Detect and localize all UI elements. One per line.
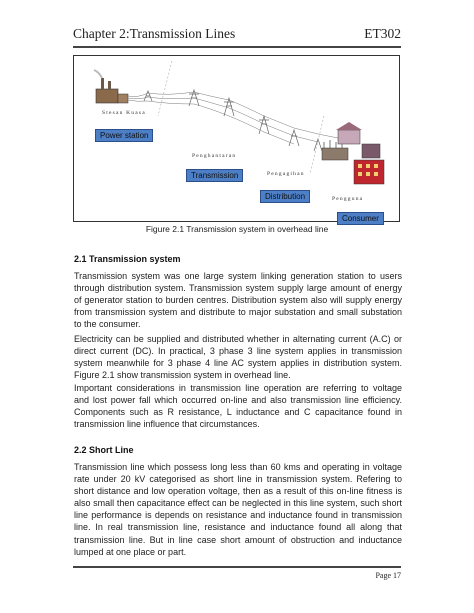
header-rule: [73, 46, 401, 48]
label-pengguna: Pengguna: [332, 196, 364, 202]
label-consumer: Consumer: [337, 212, 384, 225]
pylons: [144, 90, 322, 151]
label-stesan-kuasa: Stesan Kuasa: [102, 110, 146, 116]
section-2-2-heading: 2.2 Short Line: [74, 445, 134, 455]
label-penghantaran: Penghantaran: [192, 153, 237, 159]
label-transmission: Transmission: [186, 169, 243, 182]
course-code: ET302: [364, 26, 401, 41]
label-distribution: Distribution: [260, 190, 310, 203]
section-2-1-paragraph-1: Transmission system was one large system linking generation station to users through distribution system. Transmission system supply large amount of energy of generator station to burden centres. Distribution system also will supply energy from transmission system and distribute to major substation and small substation to the consumer.: [74, 271, 402, 330]
chapter-title: Chapter 2:Transmission Lines: [73, 26, 236, 41]
figure-transmission-system: [73, 55, 400, 222]
region-dividers: [158, 61, 324, 174]
section-2-1-paragraph-2: Electricity can be supplied and distributed whether in alternating current (A.C) or direct current (DC). In practical, 3 phase 3 line system applies in transmission system meanwhile for 3 phase 4 line AC system applies in distribution system. Figure 2.1 show transmission system in overhead line.: [74, 334, 402, 381]
footer-rule: [73, 566, 401, 568]
power-lines: [128, 92, 338, 144]
section-2-1-paragraph-3: Important considerations in transmission line operation are referring to voltage and lost power fall which occurred on-line and also transmission line efficiency. Components such as R resistance, L inductance and C capacitance found in transmission line influence that circumstances.: [74, 383, 402, 430]
section-2-2-paragraph-1: Transmission line which possess long less than 60 kms and operating in voltage rate under 20 kV categorised as short line in transmission system. Refering to short distance and low operation voltage, then as a result of this on-line fitness is also small then capacitance effect can be neglected in this line system, such short line performance is depends on resistance and inductance found in transmission line. In real transmission line, resistance and inductance found all along that transmission line. But in line case short amount of obstruction and inductance lumped at one place or part.: [74, 462, 402, 557]
power-station-image: [94, 70, 128, 103]
page-number: Page 17: [375, 571, 401, 580]
figure-caption: Figure 2.1 Transmission system in overhead line: [145, 224, 329, 234]
label-pengagihan: Pengagihan: [267, 171, 305, 177]
label-power-station: Power station: [95, 129, 153, 142]
page-header: [73, 26, 401, 48]
section-2-1-heading: 2.1 Transmission system: [74, 254, 181, 264]
